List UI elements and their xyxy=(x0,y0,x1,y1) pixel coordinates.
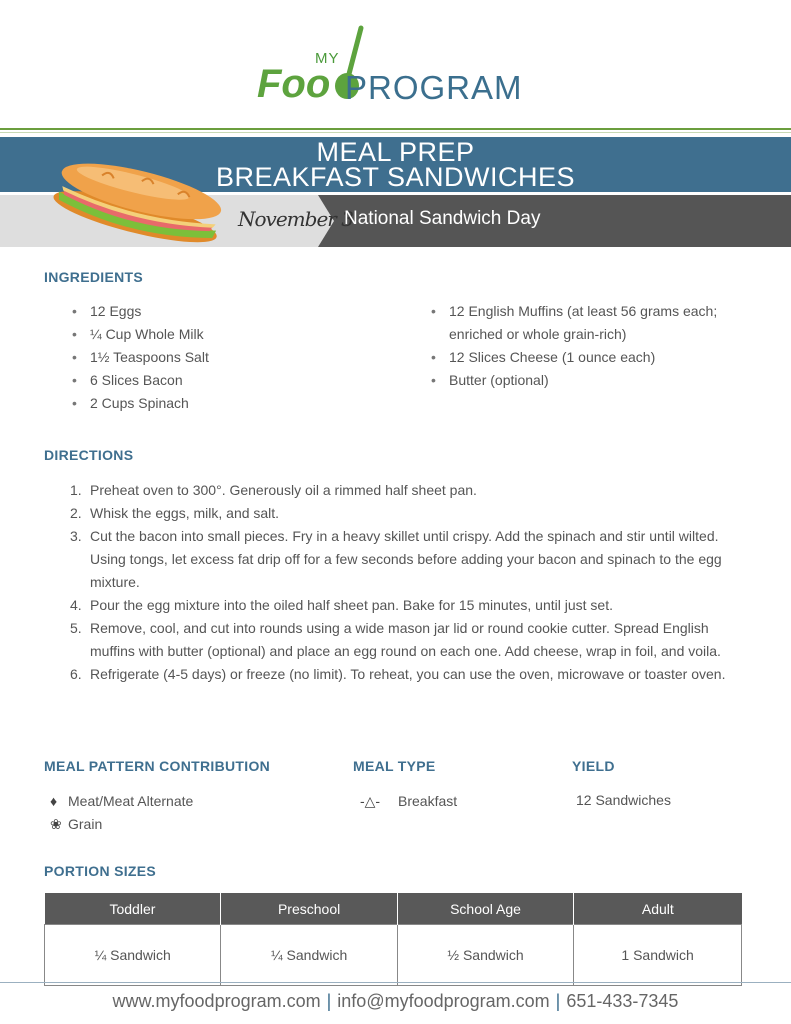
yield-heading: YIELD xyxy=(572,758,615,774)
table-cell: 1 Sandwich xyxy=(574,925,742,986)
title-line-1: MEAL PREP xyxy=(316,137,475,167)
portion-sizes-heading: PORTION SIZES xyxy=(44,863,157,879)
logo-food: Foo xyxy=(257,62,331,106)
header-rule xyxy=(0,128,791,130)
ingredients-list-right xyxy=(431,300,741,392)
footer-website[interactable]: www.myfoodprogram.com xyxy=(112,991,321,1011)
meal-pattern-meat xyxy=(50,793,193,809)
directions-list xyxy=(70,479,740,686)
meal-pattern-grain xyxy=(50,816,102,833)
footer-separator: | xyxy=(326,991,332,1011)
footer-rule xyxy=(0,982,791,983)
direction-text: Cut the bacon into small pieces. Fry in a heavy skillet until crispy. Add the spinach and stir until wilted. Using tongs, let excess fat drip off for a few seconds before adding your bacon and spinach to the egg mixture. xyxy=(90,528,722,590)
title-line-2: BREAKFAST SANDWICHES xyxy=(215,162,576,192)
sunrise-icon: -△- xyxy=(360,793,381,809)
footer-phone[interactable]: 651-433-7345 xyxy=(566,991,679,1011)
direction-text: Remove, cool, and cut into rounds using a wide mason jar lid or round cookie cutter. Spread English muffins with butter (optional) and place an egg round on each one. Add cheese, wrap in foil, and voila. xyxy=(90,620,721,659)
drumstick-icon: ♦ xyxy=(50,793,58,809)
logo-program: PROGRAM xyxy=(345,69,523,106)
table-row xyxy=(45,925,742,986)
footer-separator: | xyxy=(555,991,561,1011)
ingredient-item: • 6 Slices Bacon xyxy=(72,369,372,392)
meal-pattern-label: Grain xyxy=(68,816,103,832)
brand-logo xyxy=(255,22,545,112)
directions-heading: DIRECTIONS xyxy=(44,447,134,463)
table-cell: ½ Sandwich xyxy=(397,925,573,986)
direction-step: 1. Preheat oven to 300°. Generously oil a rimmed half sheet pan. xyxy=(70,482,477,498)
logo-my: MY xyxy=(315,50,340,67)
footer-email[interactable]: info@myfoodprogram.com xyxy=(337,991,550,1011)
ingredient-item: • 12 Eggs xyxy=(72,300,372,323)
column-header: Toddler xyxy=(45,893,221,925)
wheat-icon: ❀ xyxy=(50,816,62,832)
footer xyxy=(0,991,791,1012)
ingredient-item: • 12 Slices Cheese (1 ounce each) xyxy=(431,346,741,369)
direction-text: Refrigerate (4-5 days) or freeze (no limit). To reheat, you can use the oven, microwave or toaster oven. xyxy=(90,666,726,682)
direction-text: Whisk the eggs, milk, and salt. xyxy=(90,505,280,521)
direction-step: 2. Whisk the eggs, milk, and salt. xyxy=(70,505,280,521)
ingredient-item: • Butter (optional) xyxy=(431,369,741,392)
ingredients-heading: INGREDIENTS xyxy=(44,269,143,285)
header-rule-thin xyxy=(0,132,791,133)
ingredient-item: • 1½ Teaspoons Salt xyxy=(72,346,372,369)
yield-value: 12 Sandwiches xyxy=(576,792,671,808)
table-header-row xyxy=(45,893,742,925)
column-header: School Age xyxy=(397,893,573,925)
occasion-name: National Sandwich Day xyxy=(344,208,541,229)
direction-step: 3. Cut the bacon into small pieces. Fry in a heavy skillet until crispy. Add the spinach and stir until wilted. Using tongs, let excess fat drip off for a few seconds before adding your bacon and spinach to the egg mixture. xyxy=(70,528,722,590)
direction-text: Preheat oven to 300°. Generously oil a rimmed half sheet pan. xyxy=(90,482,477,498)
ingredient-item: • 2 Cups Spinach xyxy=(72,392,372,415)
meal-pattern-label: Meat/Meat Alternate xyxy=(68,793,194,809)
direction-text: Pour the egg mixture into the oiled half sheet pan. Bake for 15 minutes, until just set. xyxy=(90,597,613,613)
ingredients-list-left xyxy=(72,300,372,415)
table-cell: ¼ Sandwich xyxy=(221,925,397,986)
ingredient-item: • ¼ Cup Whole Milk xyxy=(72,323,372,346)
sandwich-image xyxy=(48,155,228,255)
column-header: Adult xyxy=(574,893,742,925)
direction-step: 5. Remove, cool, and cut into rounds using a wide mason jar lid or round cookie cutter. Spread English muffins with butter (optional) and place an egg round on each one. Add cheese, wrap in foil, and voila. xyxy=(70,620,721,659)
meal-type xyxy=(360,793,457,810)
occasion-date: November 3 xyxy=(238,207,353,231)
direction-step: 6. Refrigerate (4-5 days) or freeze (no limit). To reheat, you can use the oven, microwave or toaster oven. xyxy=(70,666,726,682)
column-header: Preschool xyxy=(221,893,397,925)
meal-pattern-heading: MEAL PATTERN CONTRIBUTION xyxy=(44,758,271,774)
ingredient-item: • 12 English Muffins (at least 56 grams each; enriched or whole grain-rich) xyxy=(431,300,741,346)
direction-step: 4. Pour the egg mixture into the oiled half sheet pan. Bake for 15 minutes, until just set. xyxy=(70,597,613,613)
portion-sizes-table xyxy=(44,893,742,986)
meal-type-heading: MEAL TYPE xyxy=(353,758,436,774)
table-cell: ¼ Sandwich xyxy=(45,925,221,986)
meal-type-value: Breakfast xyxy=(398,793,458,809)
